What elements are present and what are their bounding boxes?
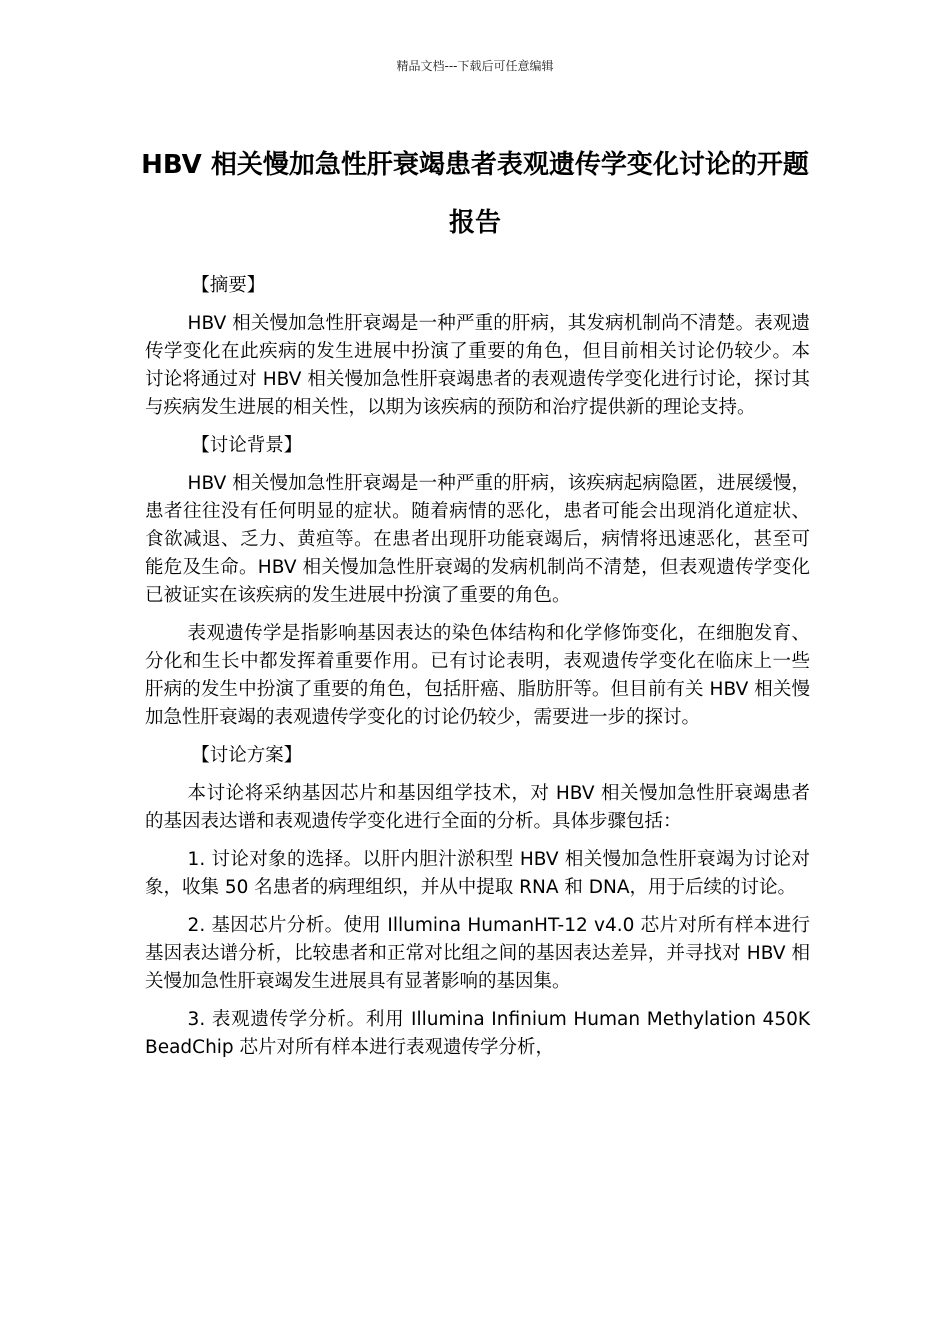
plan-step-1: 1. 讨论对象的选择。以肝内胆汁淤积型 HBV 相关慢加急性肝衰竭为讨论对象，收集 50 名患者的病理组织，并从中提取 RNA 和 DNA，用于后续的讨论。 xyxy=(145,849,810,898)
background-paragraph-2: 表观遗传学是指影响基因表达的染色体结构和化学修饰变化，在细胞发育、分化和生长中都发挥着重要作用。已有讨论表明，表观遗传学变化在临床上一些肝病的发生中扮演了重要的角色，包括肝癌、脂肪肝等。但目前有关 HBV 相关慢加急性肝衰竭的表观遗传学变化的讨论仍较少，需要进一步的探讨。 xyxy=(145,623,810,728)
plan-step-3: 3. 表观遗传学分析。利用 Illumina Infinium Human Methylation 450K BeadChip 芯片对所有样本进行表观遗传学分析， xyxy=(145,1009,810,1058)
document-body xyxy=(145,272,810,1072)
background-paragraph-1: HBV 相关慢加急性肝衰竭是一种严重的肝病，该疾病起病隐匿，进展缓慢，患者往往没有任何明显的症状。随着病情的恶化，患者可能会出现消化道症状、食欲减退、乏力、黄疸等。在患者出现肝功能衰竭后，病情将迅速恶化，甚至可能危及生命。HBV 相关慢加急性肝衰竭的发病机制尚不清楚，但表观遗传学变化已被证实在该疾病的发生进展中扮演了重要的角色。 xyxy=(145,473,810,606)
plan-step-2: 2. 基因芯片分析。使用 Illumina HumanHT-12 v4.0 芯片对所有样本进行基因表达谱分析，比较患者和正常对比组之间的基因表达差异，并寻找对 HBV 相关慢加急性肝衰竭发生进展具有显著影响的基因集。 xyxy=(145,915,810,992)
document-title: HBV 相关慢加急性肝衰竭患者表观遗传学变化讨论的开题报告 xyxy=(141,150,809,238)
plan-intro-paragraph: 本讨论将采纳基因芯片和基因组学技术，对 HBV 相关慢加急性肝衰竭患者的基因表达谱和表观遗传学变化进行全面的分析。具体步骤包括： xyxy=(145,783,810,832)
header-note: 精品文档---下载后可任意编辑 xyxy=(396,59,554,73)
plan-heading: 【讨论方案】 xyxy=(191,745,303,766)
abstract-paragraph: HBV 相关慢加急性肝衰竭是一种严重的肝病，其发病机制尚不清楚。表观遗传学变化在此疾病的发生进展中扮演了重要的角色，但目前相关讨论仍较少。本讨论将通过对 HBV 相关慢加急性肝衰竭患者的表观遗传学变化进行讨论，探讨其与疾病发生进展的相关性，以期为该疾病的预防和治疗提供新的理论支持。 xyxy=(145,313,810,418)
background-heading: 【讨论背景】 xyxy=(191,435,303,456)
abstract-heading: 【摘要】 xyxy=(191,275,266,296)
